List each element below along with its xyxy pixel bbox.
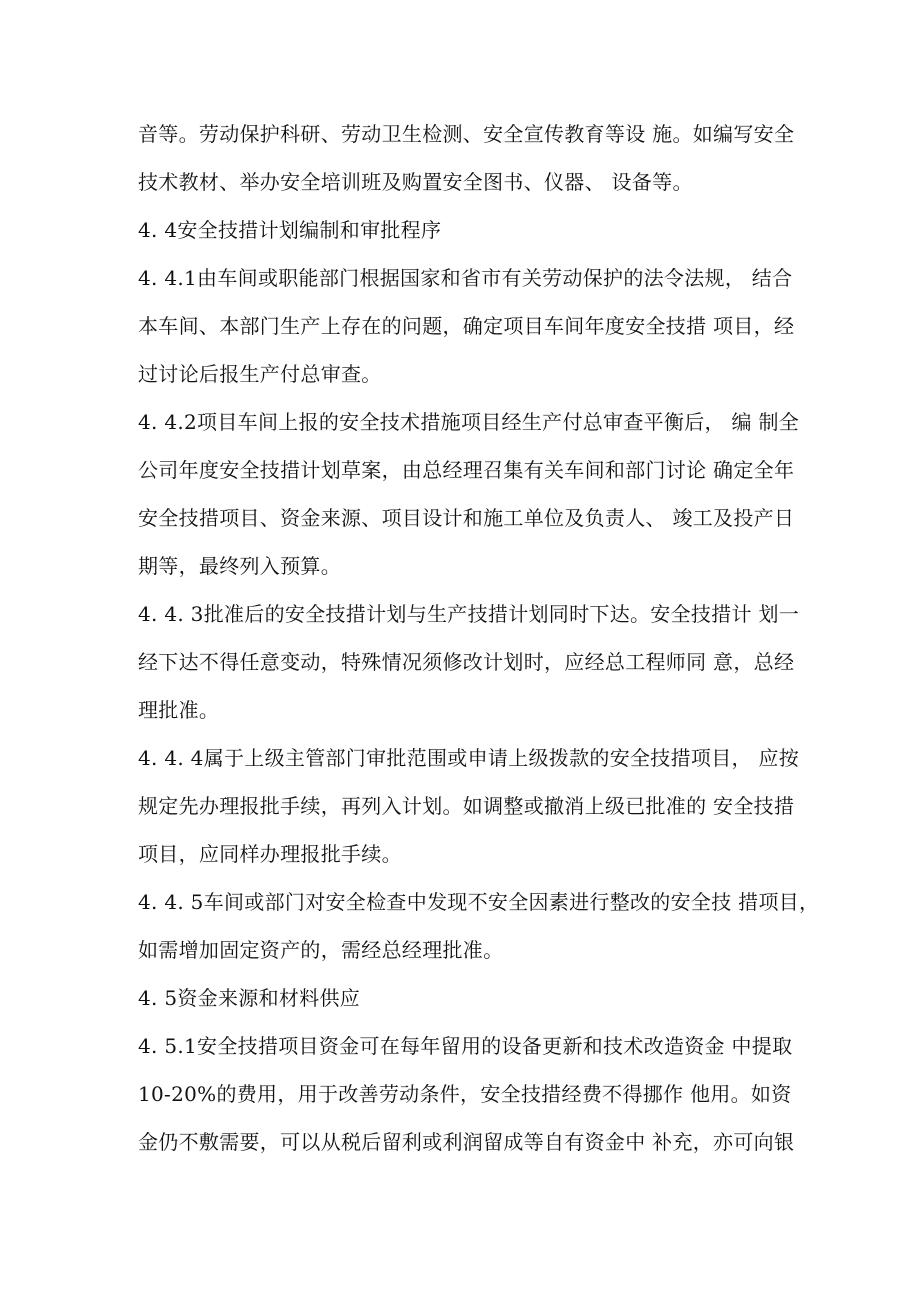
text-line: 技术教材、举办安全培训班及购置安全图书、仪器、 设备等。 [138, 170, 693, 194]
text-line: 理批准。 [138, 698, 220, 722]
text-line: 本车间、本部门生产上存在的问题，确定项目车间年度安全技措 项目，经 [138, 314, 795, 338]
text-line: 10-20%的费用，用于改善劳动条件，安全技措经费不得挪作 他用。如资 [138, 1082, 792, 1106]
text-line: 公司年度安全技措计划草案，由总经理召集有关车间和部门讨论 确定全年 [138, 458, 795, 482]
text-line: 4. 4. 3批准后的安全技措计划与生产技措计划同时下达。安全技措计 划一 [138, 602, 800, 626]
text-line: 4. 5.1安全技措项目资金可在每年留用的设备更新和技术改造资金 中提取 [138, 1034, 793, 1058]
text-line: 4. 4.1由车间或职能部门根据国家和省市有关劳动保护的法令法规， 结合 [138, 266, 793, 290]
text-line: 规定先办理报批手续，再列入计划。如调整或撤消上级已批准的 安全技措 [138, 794, 795, 818]
text-line: 期等，最终列入预算。 [138, 554, 341, 578]
text-line: 4. 4. 5车间或部门对安全检查中发现不安全因素进行整改的安全技 措项目， [138, 890, 820, 914]
text-line: 4. 4.2项目车间上报的安全技术措施项目经生产付总审查平衡后， 编 制全 [138, 410, 800, 434]
text-line: 安全技措项目、资金来源、项目设计和施工单位及负责人、 竣工及投产日 [138, 506, 795, 530]
section-heading: 4. 5资金来源和材料供应 [138, 986, 361, 1010]
text-line: 过讨论后报生产付总审查。 [138, 362, 382, 386]
section-heading: 4. 4安全技措计划编制和审批程序 [138, 218, 442, 242]
text-line: 音等。劳动保护科研、劳动卫生检测、安全宣传教育等设 施。如编写安全 [138, 122, 795, 146]
text-line: 如需增加固定资产的，需经总经理批准。 [138, 938, 504, 962]
text-line: 金仍不敷需要，可以从税后留利或利润留成等自有资金中 补充，亦可向银 [138, 1130, 795, 1154]
text-line: 4. 4. 4属于上级主管部门审批范围或申请上级拨款的安全技措项目， 应按 [138, 746, 800, 770]
text-line: 项目，应同样办理报批手续。 [138, 842, 402, 866]
text-line: 经下达不得任意变动，特殊情况须修改计划时，应经总工程师同 意，总经 [138, 650, 795, 674]
